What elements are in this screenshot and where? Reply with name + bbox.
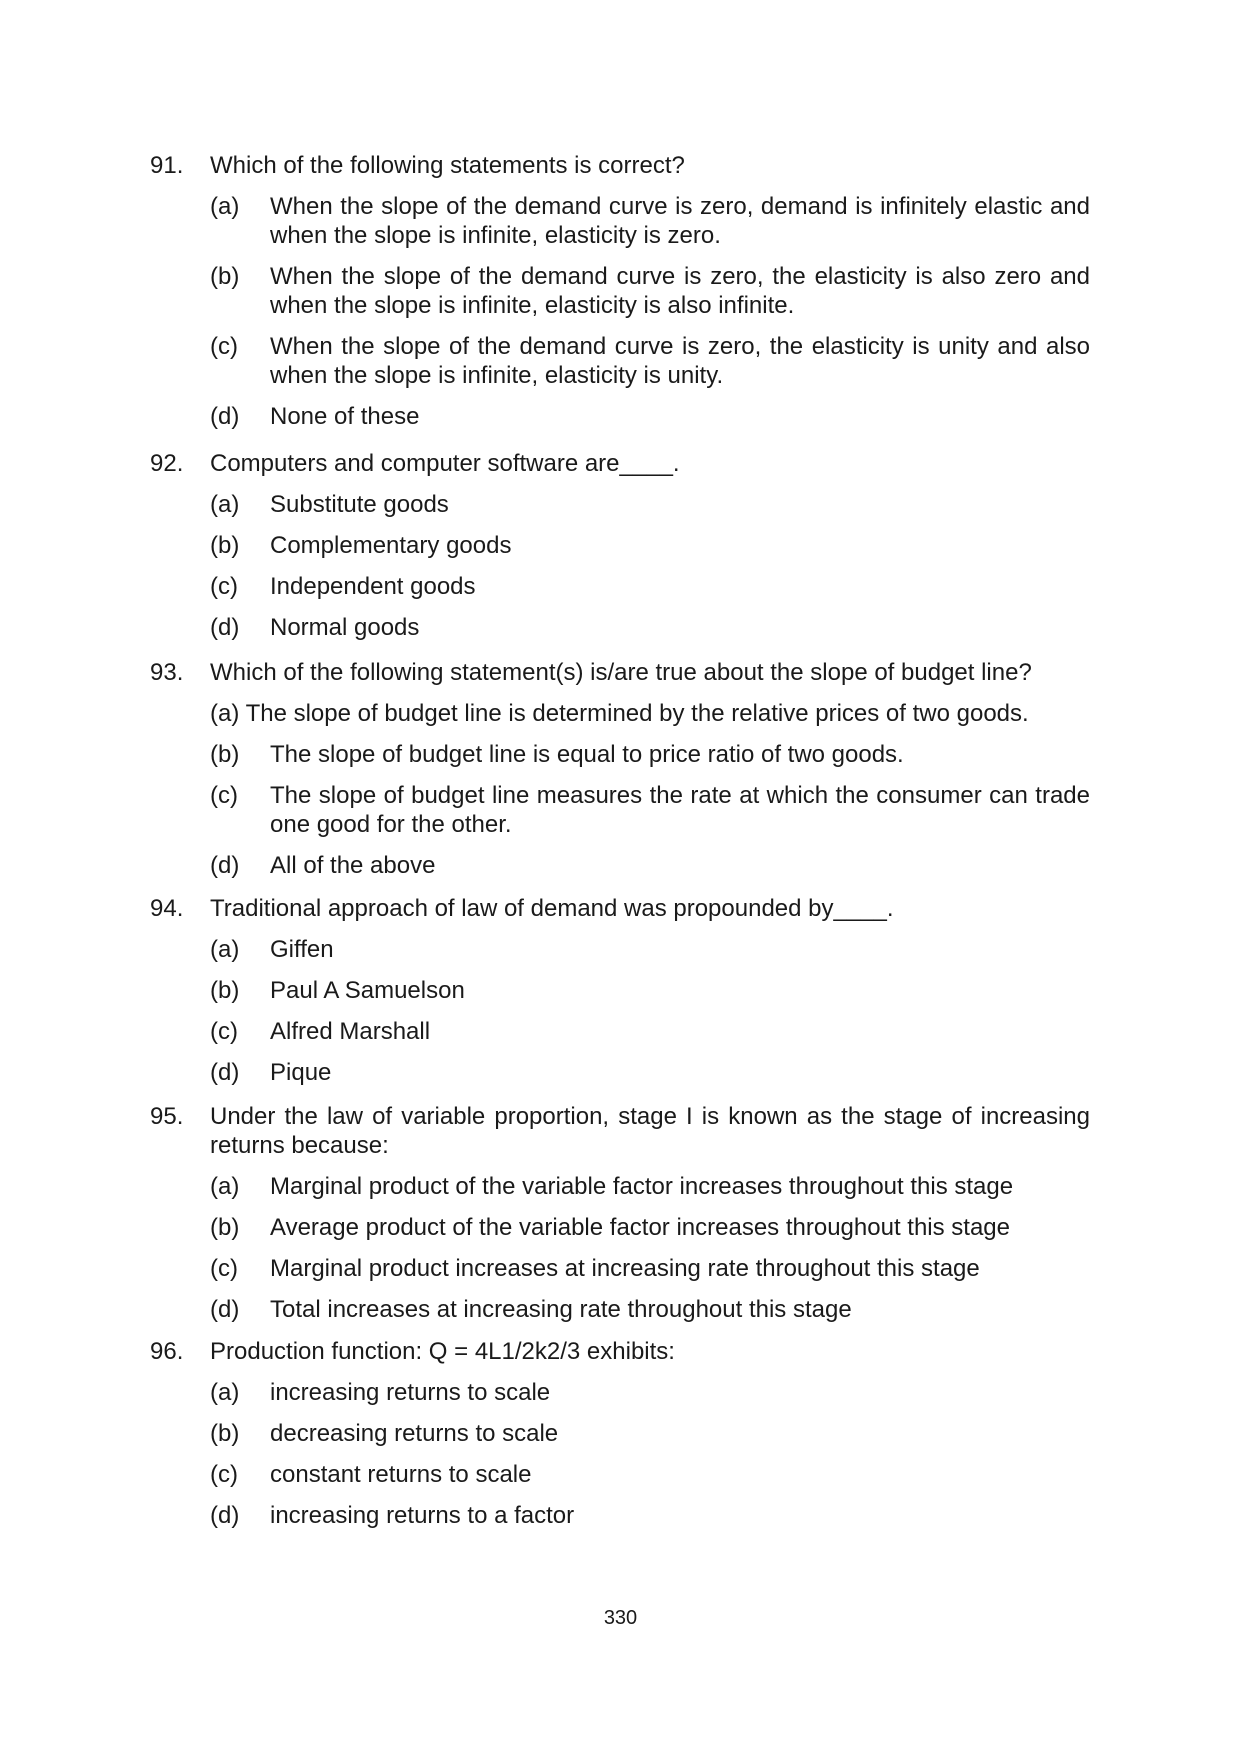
question-number: 92. xyxy=(150,450,184,477)
option-text: decreasing returns to scale xyxy=(270,1420,559,1447)
question-93 xyxy=(150,658,1090,880)
option-d xyxy=(210,613,1090,642)
option-label: (d) xyxy=(210,1296,240,1323)
option-label: (c) xyxy=(210,1018,238,1045)
option-label: (a) xyxy=(210,491,240,518)
option-text: increasing returns to a factor xyxy=(270,1502,575,1529)
option-d xyxy=(210,1295,1090,1324)
option-d xyxy=(210,1501,1090,1530)
option-text: Marginal product increases at increasing rate throughout this stage xyxy=(270,1255,980,1282)
question-number: 93. xyxy=(150,659,184,686)
option-text: Total increases at increasing rate throughout this stage xyxy=(270,1296,852,1323)
option-label: (a) xyxy=(210,1173,240,1200)
question-number: 94. xyxy=(150,895,184,922)
option-c xyxy=(210,1460,1090,1489)
option-d xyxy=(210,851,1090,880)
option-text: Independent goods xyxy=(270,573,476,600)
option-label: (a) xyxy=(210,193,240,220)
option-text: Normal goods xyxy=(270,614,420,641)
option-label: (c) xyxy=(210,1461,238,1488)
question-92 xyxy=(150,449,1090,642)
option-text: The slope of budget line measures the rate at which the consumer can trade one good for the other. xyxy=(270,782,1090,838)
option-label: (b) xyxy=(210,1214,240,1241)
option-b xyxy=(210,262,1090,320)
option-b xyxy=(210,531,1090,560)
option-a xyxy=(210,1378,1090,1407)
option-c xyxy=(210,572,1090,601)
option-text: None of these xyxy=(270,403,420,430)
option-label: (c) xyxy=(210,782,238,809)
option-text: Giffen xyxy=(270,936,334,963)
option-text: When the slope of the demand curve is zero, the elasticity is also zero and when the slope is infinite, elasticity is also infinite. xyxy=(270,263,1090,319)
option-label: (c) xyxy=(210,333,238,360)
option-text: Marginal product of the variable factor increases throughout this stage xyxy=(270,1173,1014,1200)
option-label: (d) xyxy=(210,852,240,879)
option-c xyxy=(210,332,1090,390)
option-label: (c) xyxy=(210,573,238,600)
question-number: 96. xyxy=(150,1338,184,1365)
option-c xyxy=(210,1254,1090,1283)
option-text: Average product of the variable factor increases throughout this stage xyxy=(270,1214,1011,1241)
question-96 xyxy=(150,1337,1090,1530)
option-d xyxy=(210,1058,1090,1087)
option-label: (b) xyxy=(210,1420,240,1447)
question-number: 91. xyxy=(150,152,184,179)
option-a xyxy=(210,192,1090,250)
question-text: Computers and computer software are____. xyxy=(210,450,680,477)
option-text: increasing returns to scale xyxy=(270,1379,551,1406)
option-a xyxy=(210,699,1090,728)
page-number: 330 xyxy=(603,1607,638,1629)
option-label: (d) xyxy=(210,1059,240,1086)
question-text: Traditional approach of law of demand was propounded by____. xyxy=(210,895,894,922)
option-text: When the slope of the demand curve is zero, the elasticity is unity and also when the slope is infinite, elasticity is unity. xyxy=(270,333,1090,389)
option-a xyxy=(210,490,1090,519)
question-number: 95. xyxy=(150,1103,184,1130)
option-text: Alfred Marshall xyxy=(270,1018,431,1045)
option-label: (a) xyxy=(210,936,240,963)
option-label: (b) xyxy=(210,977,240,1004)
question-94 xyxy=(150,894,1090,1087)
question-91 xyxy=(150,151,1090,431)
option-label: (d) xyxy=(210,1502,240,1529)
question-text: Under the law of variable proportion, stage I is known as the stage of increasing returns because: xyxy=(210,1103,1090,1159)
question-text: Production function: Q = 4L1/2k2/3 exhibits: xyxy=(210,1338,675,1365)
option-label: (d) xyxy=(210,403,240,430)
option-label: (d) xyxy=(210,614,240,641)
option-text: The slope of budget line is equal to price ratio of two goods. xyxy=(270,741,904,768)
option-c xyxy=(210,781,1090,839)
option-text: Substitute goods xyxy=(270,491,449,518)
option-text: (a) The slope of budget line is determined by the relative prices of two goods. xyxy=(210,700,1029,727)
option-label: (a) xyxy=(210,1379,240,1406)
option-b xyxy=(210,1419,1090,1448)
option-text: Paul A Samuelson xyxy=(270,977,465,1004)
option-b xyxy=(210,1213,1090,1242)
option-text: All of the above xyxy=(270,852,436,879)
question-95 xyxy=(150,1102,1090,1324)
option-text: Complementary goods xyxy=(270,532,512,559)
option-text: constant returns to scale xyxy=(270,1461,532,1488)
option-label: (c) xyxy=(210,1255,238,1282)
option-text: Pique xyxy=(270,1059,332,1086)
option-b xyxy=(210,976,1090,1005)
question-text: Which of the following statements is correct? xyxy=(210,152,685,179)
option-text: When the slope of the demand curve is zero, demand is infinitely elastic and when the slope is infinite, elasticity is zero. xyxy=(270,193,1090,249)
option-a xyxy=(210,1172,1090,1201)
option-label: (b) xyxy=(210,532,240,559)
option-d xyxy=(210,402,1090,431)
option-b xyxy=(210,740,1090,769)
option-label: (b) xyxy=(210,741,240,768)
question-text: Which of the following statement(s) is/are true about the slope of budget line? xyxy=(210,659,1032,686)
option-a xyxy=(210,935,1090,964)
option-c xyxy=(210,1017,1090,1046)
option-label: (b) xyxy=(210,263,240,290)
